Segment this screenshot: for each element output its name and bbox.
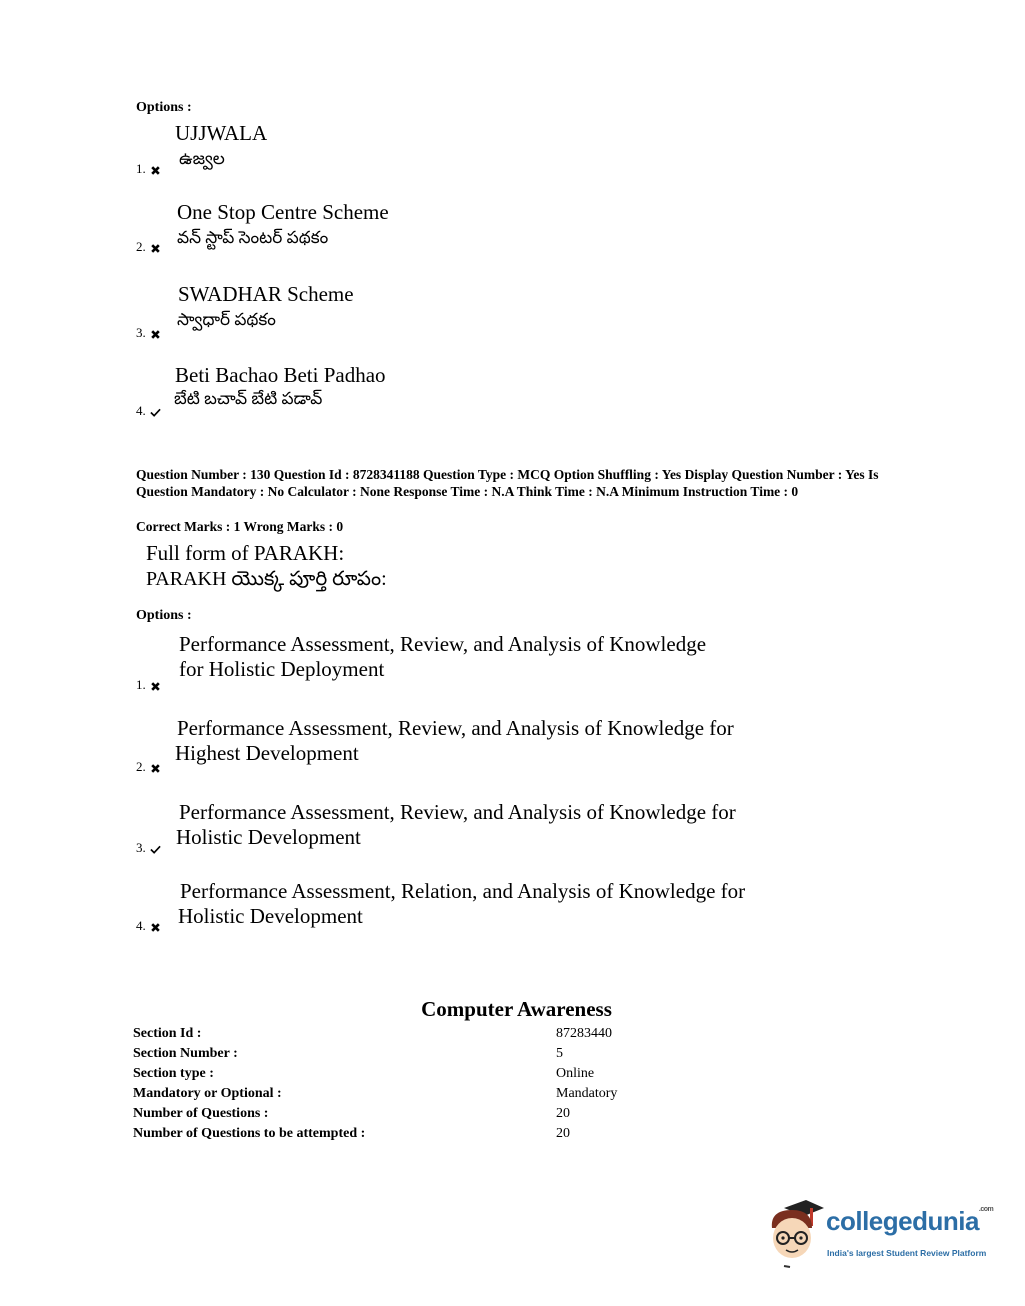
option-text-te: ఉజ్వల xyxy=(179,149,225,168)
wrong-mark-icon xyxy=(150,165,161,176)
option-number xyxy=(136,403,161,419)
option-text-te: బేటి బచావ్ బేటి పడావ్ xyxy=(174,389,323,408)
correct-check-icon xyxy=(150,844,161,855)
option-number-text: 1. xyxy=(136,677,146,692)
logo-tagline: India's largest Student Review Platform xyxy=(827,1248,987,1258)
option-number-text: 4. xyxy=(136,918,146,933)
wrong-mark-icon xyxy=(150,763,161,774)
question-meta: Question Number : 130 Question Id : 8728341188 Question Type : MCQ Option Shuffling : Yes Display Question Number : Yes Is Question Mandatory : No Calculator : None Response Time : N.A Think Time : N.A Minimum Instruction Time : 0 xyxy=(136,467,879,499)
num-attempt-value: 20 xyxy=(556,1126,570,1141)
option-number-text: 1. xyxy=(136,161,146,176)
option-number-text: 3. xyxy=(136,840,146,855)
num-questions-value: 20 xyxy=(556,1106,570,1121)
section-type-value: Online xyxy=(556,1066,595,1081)
option-text-line2: for Holistic Deployment xyxy=(179,657,385,681)
wrong-mark-icon xyxy=(150,681,161,692)
option-text-line1: Performance Assessment, Relation, and Analysis of Knowledge for xyxy=(180,879,746,903)
num-attempt-label: Number of Questions to be attempted : xyxy=(133,1126,366,1141)
option-number-text: 4. xyxy=(136,403,146,418)
wrong-mark-icon xyxy=(150,243,161,254)
option-text-en: UJJWALA xyxy=(175,121,268,145)
option-text-line1: Performance Assessment, Review, and Analysis of Knowledge for xyxy=(177,716,734,740)
logo-name: collegedunia xyxy=(826,1206,979,1236)
option-number xyxy=(136,840,161,856)
option-number xyxy=(136,677,161,693)
option-text-te: వన్ స్టాప్ సెంటర్ పథకం xyxy=(177,228,329,247)
option-number xyxy=(136,759,161,775)
option-text-line1: Performance Assessment, Review, and Analysis of Knowledge for xyxy=(179,800,736,824)
wrong-mark-icon xyxy=(150,922,161,933)
option-text-en: SWADHAR Scheme xyxy=(178,282,354,306)
question-text-te: PARAKH యొక్క పూర్తి రూపం: xyxy=(146,568,387,590)
option-number xyxy=(136,161,161,177)
option-number-text: 2. xyxy=(136,759,146,774)
logo-suffix: .com xyxy=(978,1206,994,1213)
option-text-line2: Highest Development xyxy=(175,741,359,765)
option-text-en: One Stop Centre Scheme xyxy=(177,200,389,224)
section-title: Computer Awareness xyxy=(421,997,612,1021)
options-label: Options : xyxy=(136,100,192,115)
option-number-text: 3. xyxy=(136,325,146,340)
section-number-label: Section Number : xyxy=(133,1046,238,1061)
section-id-value: 87283440 xyxy=(556,1026,612,1041)
collegedunia-logo xyxy=(766,1198,996,1273)
option-number xyxy=(136,325,161,341)
section-type-label: Section type : xyxy=(133,1066,214,1081)
option-number-text: 2. xyxy=(136,239,146,254)
section-id-label: Section Id : xyxy=(133,1026,202,1041)
option-number xyxy=(136,918,161,934)
question-marks: Correct Marks : 1 Wrong Marks : 0 xyxy=(136,519,344,534)
option-text-line2: Holistic Development xyxy=(178,904,363,928)
mandatory-label: Mandatory or Optional : xyxy=(133,1086,282,1101)
options-label: Options : xyxy=(136,608,192,623)
mascot-icon xyxy=(766,1198,826,1270)
option-text-line1: Performance Assessment, Review, and Analysis of Knowledge xyxy=(179,632,707,656)
num-questions-label: Number of Questions : xyxy=(133,1106,269,1121)
section-number-value: 5 xyxy=(556,1046,563,1061)
option-number xyxy=(136,239,161,255)
option-text-line2: Holistic Development xyxy=(176,825,361,849)
question-text-en: Full form of PARAKH: xyxy=(146,541,345,565)
mandatory-value: Mandatory xyxy=(556,1086,618,1101)
wrong-mark-icon xyxy=(150,329,161,340)
option-text-te: స్వాధార్ పథకం xyxy=(177,310,276,329)
correct-check-icon xyxy=(150,407,161,418)
option-text-en: Beti Bachao Beti Padhao xyxy=(175,363,386,387)
